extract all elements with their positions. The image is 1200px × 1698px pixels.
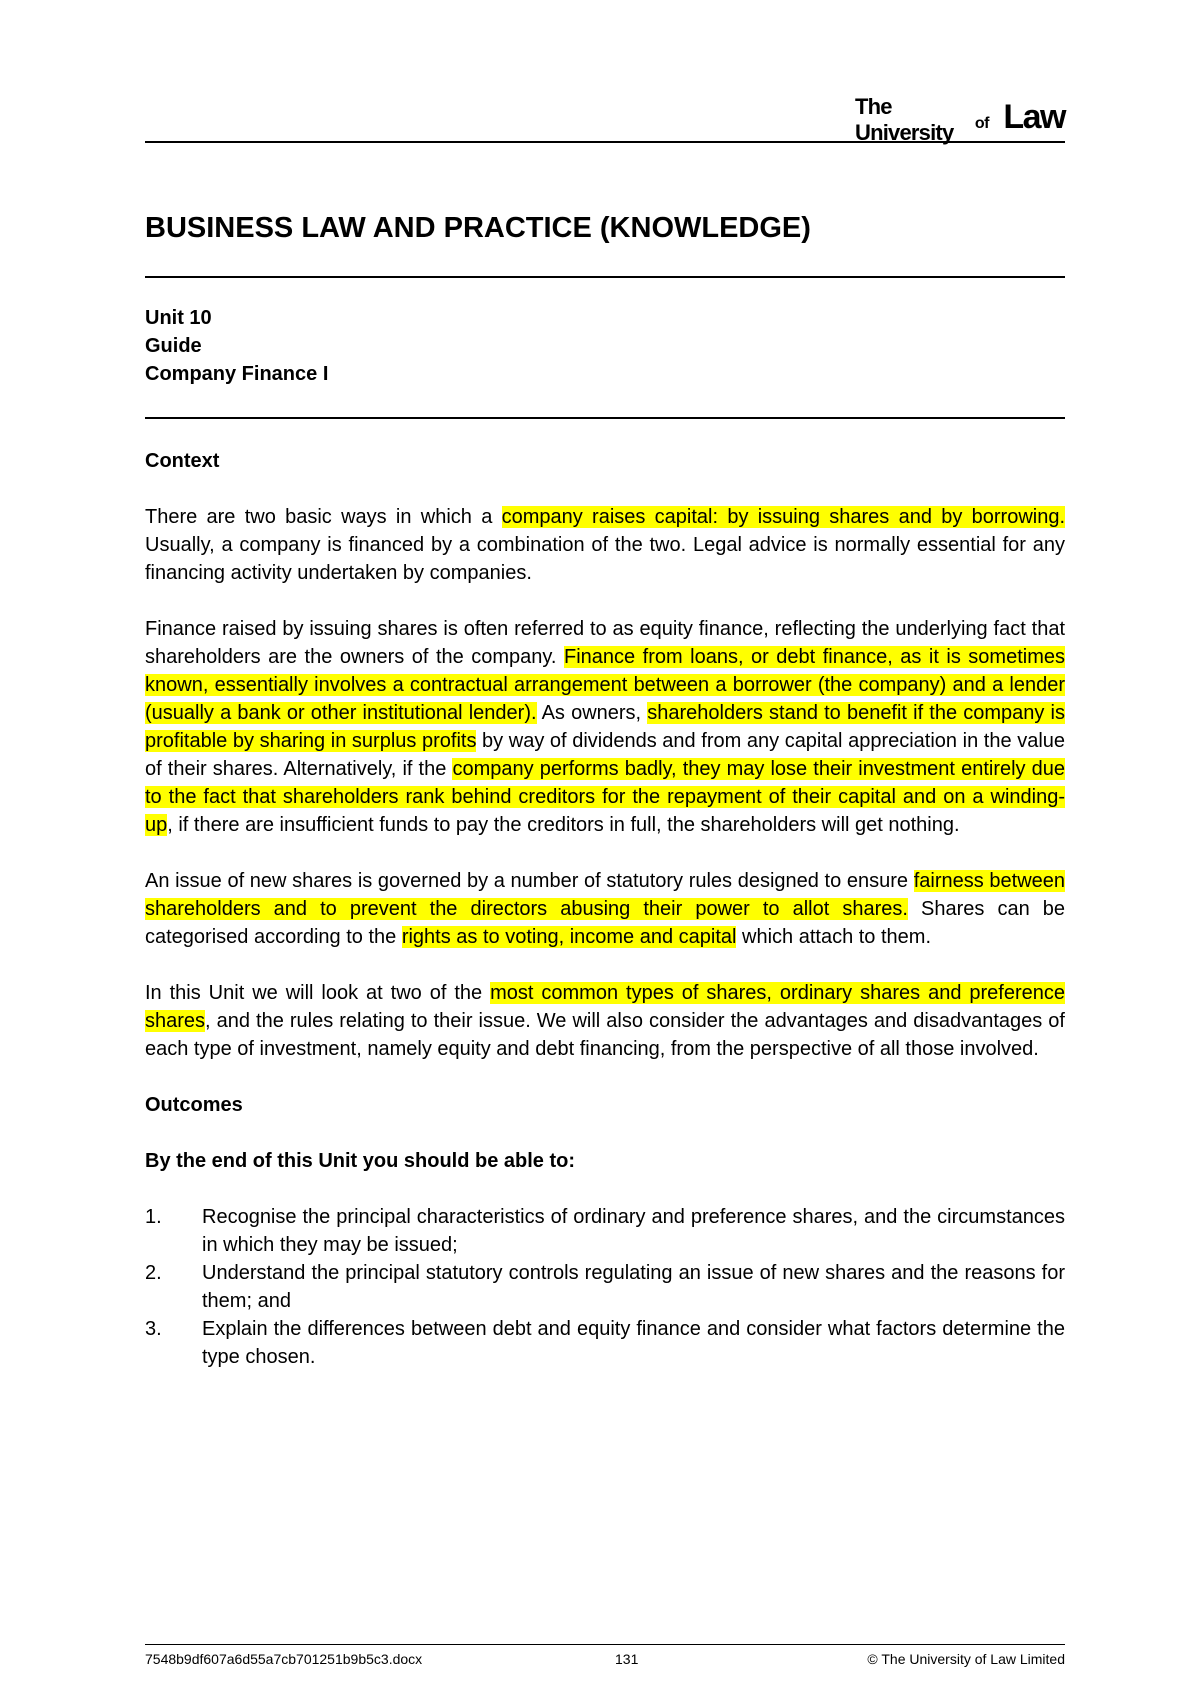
outcome-item (145, 1203, 1065, 1259)
unit-number: Unit 10 (145, 307, 212, 329)
unit-info (145, 304, 328, 388)
outcome-number: 3. (145, 1318, 162, 1340)
highlighted-text: most common types of shares, ordinary shares and preference shares (145, 982, 1066, 1032)
highlighted-text: fairness between shareholders and to prevent the directors abusing their power to allot shares. (145, 870, 1066, 920)
outcome-item (145, 1259, 1065, 1315)
document-title: BUSINESS LAW AND PRACTICE (KNOWLEDGE) (145, 212, 811, 244)
unit-subject: Company Finance I (145, 363, 329, 385)
title-rule (145, 276, 1065, 278)
outcomes-heading: Outcomes (145, 1094, 243, 1116)
outcome-item (145, 1315, 1065, 1371)
context-paragraph-3: An issue of new shares is governed by a number of statutory rules designed to ensure fairness between shareholders and to prevent the directors abusing their power to allot shares. Shares can be categorised according to the rights as to voting, income and capital which attach to them. (145, 870, 1066, 948)
footer-page-number: 131 (615, 1651, 639, 1667)
outcomes-list (145, 1203, 1065, 1371)
outcome-text: Explain the differences between debt and equity finance and consider what factors determine the type chosen. (202, 1318, 1065, 1368)
logo-line3: Law (1003, 98, 1065, 136)
highlighted-text: shareholders stand to benefit if the company is profitable by sharing in surplus profits (145, 702, 1065, 752)
outcome-number: 2. (145, 1262, 162, 1284)
highlighted-text: company raises capital: by issuing shares and by borrowing. (501, 506, 1066, 528)
highlighted-text: rights as to voting, income and capital (401, 926, 737, 948)
footer-copyright: © The University of Law Limited (867, 1651, 1065, 1667)
university-logo (855, 94, 1065, 145)
outcome-text: Recognise the principal characteristics of ordinary and preference shares, and the circumstances in which they may be issued; (202, 1206, 1065, 1256)
header-rule (145, 141, 1065, 143)
logo-line2: of (974, 115, 989, 132)
page-footer (145, 1644, 1065, 1667)
context-paragraph-2: Finance raised by issuing shares is often referred to as equity finance, reflecting the underlying fact that shareholders are the owners of the company. Finance from loans, or debt finance, as it is sometimes known, essentially involves a contractual arrangement between a borrower (the company) and a lender (usually a bank or other institutional lender). As owners, shareholders stand to benefit if the company is profitable by sharing in surplus profits by way of dividends and from any capital appreciation in the value of their shares. Alternatively, if the company performs badly, they may lose their investment entirely due to the fact that shareholders rank behind creditors for the repayment of their capital and on a winding-up, if there are insufficient funds to pay the creditors in full, the shareholders will get nothing. (145, 618, 1066, 836)
context-paragraph-4: In this Unit we will look at two of the most common types of shares, ordinary shares and preference shares, and the rules relating to their issue. We will also consider the advantages and disadvantages of each type of investment, namely equity and debt financing, from the perspective of all those involved. (145, 982, 1066, 1060)
outcomes-intro: By the end of this Unit you should be able to: (145, 1150, 575, 1172)
outcome-number: 1. (145, 1206, 162, 1228)
footer-filename: 7548b9df607a6d55a7cb701251b9b5c3.docx (145, 1651, 423, 1667)
context-heading: Context (145, 450, 220, 472)
outcome-text: Understand the principal statutory controls regulating an issue of new shares and the reasons for them; and (202, 1262, 1065, 1312)
unit-rule (145, 417, 1065, 419)
highlighted-text: company performs badly, they may lose their investment entirely due to the fact that shareholders rank behind creditors for the repayment of their capital and on a winding-up (145, 758, 1066, 836)
logo-line1: The University (855, 94, 954, 145)
unit-type: Guide (145, 335, 202, 357)
highlighted-text: Finance from loans, or debt finance, as it is sometimes known, essentially involves a contractual arrangement between a borrower (the company) and a lender (usually a bank or other institutional lender). (145, 646, 1065, 724)
document-body (145, 447, 1065, 1371)
context-paragraph-1: There are two basic ways in which a company raises capital: by issuing shares and by borrowing. Usually, a company is financed by a combination of the two. Legal advice is normally essential for any financing activity undertaken by companies. (145, 506, 1066, 584)
